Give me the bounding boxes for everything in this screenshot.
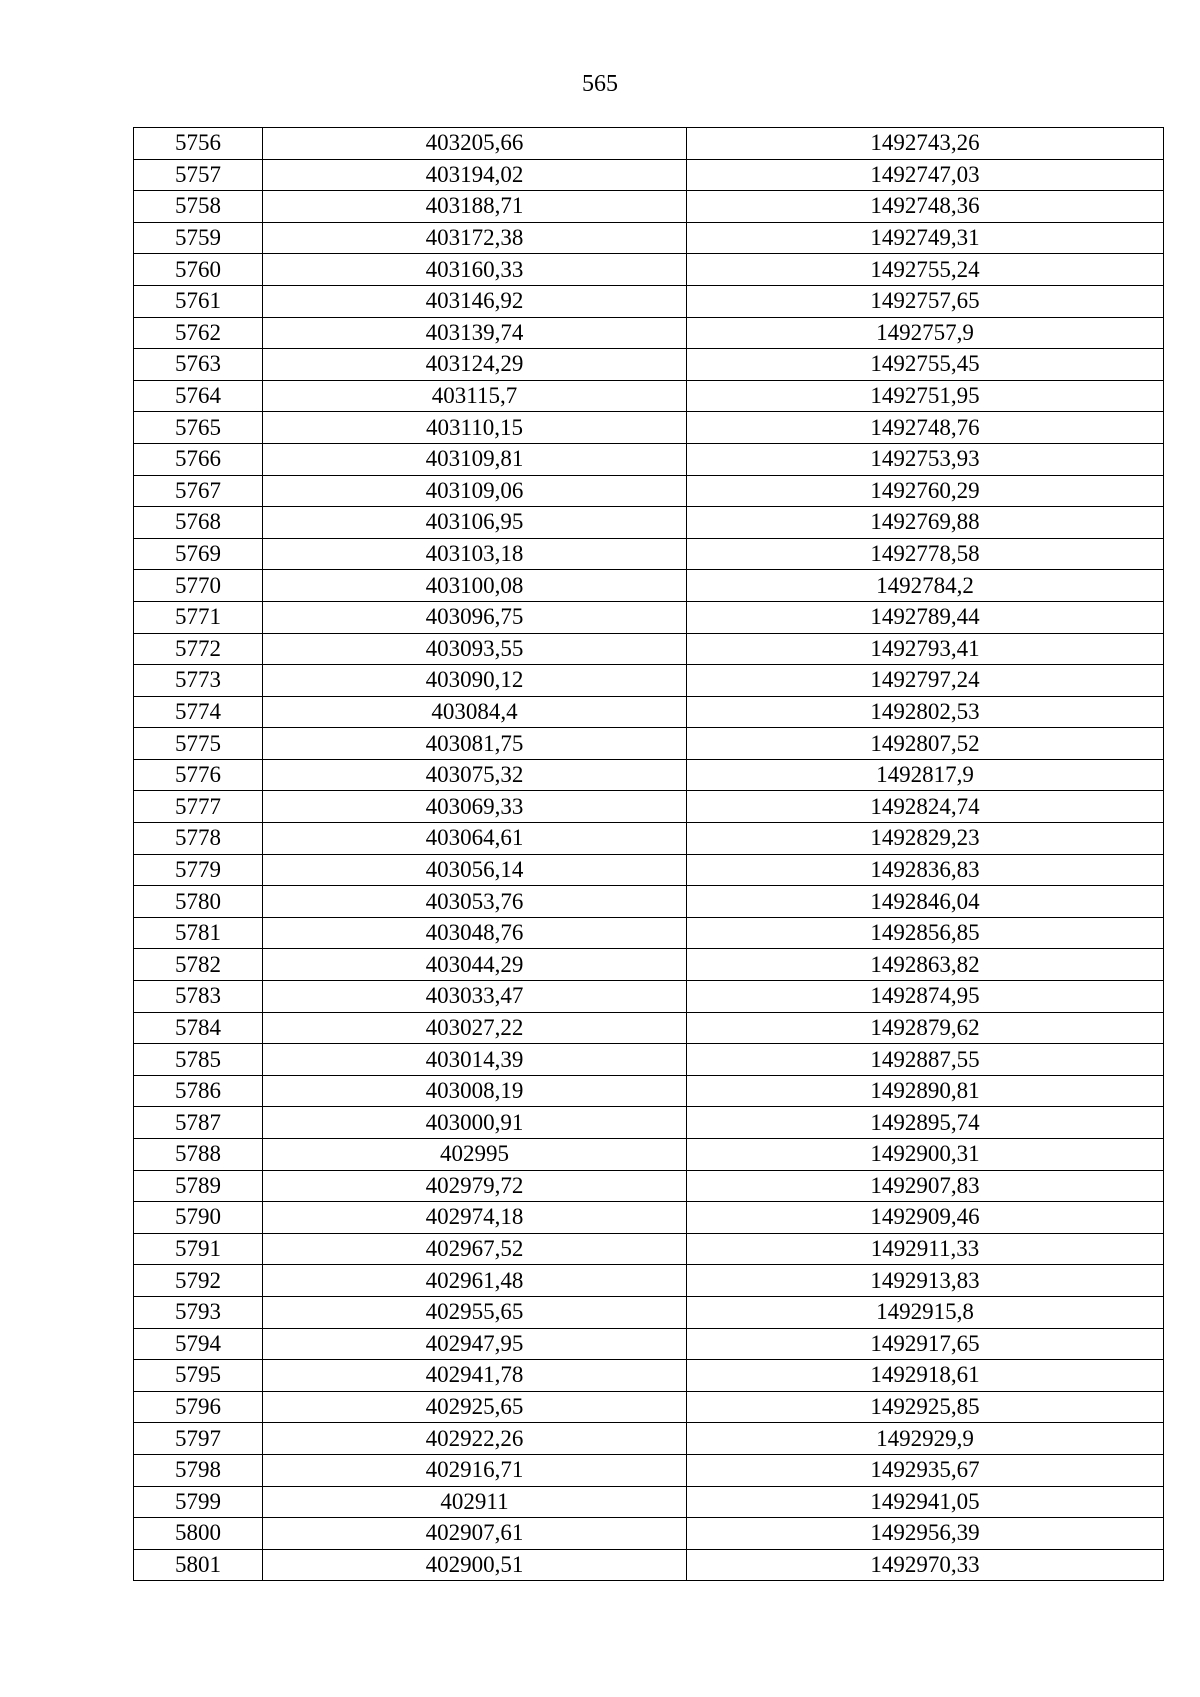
coordinates-table-body xyxy=(134,128,1164,1581)
table-row xyxy=(134,601,1164,633)
point-number-cell: 5766 xyxy=(134,443,263,475)
table-row xyxy=(134,285,1164,317)
table-row xyxy=(134,254,1164,286)
y-coordinate-cell: 1492753,93 xyxy=(687,443,1164,475)
y-coordinate-cell: 1492760,29 xyxy=(687,475,1164,507)
y-coordinate-cell: 1492956,39 xyxy=(687,1518,1164,1550)
point-number-cell: 5779 xyxy=(134,854,263,886)
y-coordinate-cell: 1492895,74 xyxy=(687,1107,1164,1139)
y-coordinate-cell: 1492917,65 xyxy=(687,1328,1164,1360)
x-coordinate-cell: 403160,33 xyxy=(263,254,687,286)
table-row xyxy=(134,443,1164,475)
table-row xyxy=(134,191,1164,223)
table-row xyxy=(134,1139,1164,1171)
point-number-cell: 5790 xyxy=(134,1202,263,1234)
point-number-cell: 5780 xyxy=(134,886,263,918)
table-row xyxy=(134,886,1164,918)
table-row xyxy=(134,222,1164,254)
x-coordinate-cell: 403027,22 xyxy=(263,1012,687,1044)
y-coordinate-cell: 1492846,04 xyxy=(687,886,1164,918)
table-row xyxy=(134,1486,1164,1518)
x-coordinate-cell: 403014,39 xyxy=(263,1044,687,1076)
table-row xyxy=(134,1170,1164,1202)
y-coordinate-cell: 1492913,83 xyxy=(687,1265,1164,1297)
table-row xyxy=(134,854,1164,886)
point-number-cell: 5764 xyxy=(134,380,263,412)
coordinates-table xyxy=(133,127,1164,1581)
y-coordinate-cell: 1492918,61 xyxy=(687,1360,1164,1392)
table-row xyxy=(134,1518,1164,1550)
y-coordinate-cell: 1492911,33 xyxy=(687,1233,1164,1265)
x-coordinate-cell: 403109,06 xyxy=(263,475,687,507)
point-number-cell: 5759 xyxy=(134,222,263,254)
y-coordinate-cell: 1492925,85 xyxy=(687,1391,1164,1423)
point-number-cell: 5770 xyxy=(134,570,263,602)
x-coordinate-cell: 402922,26 xyxy=(263,1423,687,1455)
table-row xyxy=(134,981,1164,1013)
table-row xyxy=(134,1202,1164,1234)
y-coordinate-cell: 1492769,88 xyxy=(687,507,1164,539)
x-coordinate-cell: 403033,47 xyxy=(263,981,687,1013)
y-coordinate-cell: 1492836,83 xyxy=(687,854,1164,886)
page-number: 565 xyxy=(582,71,618,97)
table-row xyxy=(134,475,1164,507)
x-coordinate-cell: 403053,76 xyxy=(263,886,687,918)
table-row xyxy=(134,791,1164,823)
point-number-cell: 5798 xyxy=(134,1454,263,1486)
table-row xyxy=(134,1075,1164,1107)
table-row xyxy=(134,538,1164,570)
table-row xyxy=(134,317,1164,349)
point-number-cell: 5783 xyxy=(134,981,263,1013)
table-row xyxy=(134,917,1164,949)
y-coordinate-cell: 1492757,65 xyxy=(687,285,1164,317)
y-coordinate-cell: 1492748,76 xyxy=(687,412,1164,444)
x-coordinate-cell: 403115,7 xyxy=(263,380,687,412)
x-coordinate-cell: 403044,29 xyxy=(263,949,687,981)
x-coordinate-cell: 402907,61 xyxy=(263,1518,687,1550)
table-row xyxy=(134,1107,1164,1139)
point-number-cell: 5795 xyxy=(134,1360,263,1392)
y-coordinate-cell: 1492856,85 xyxy=(687,917,1164,949)
point-number-cell: 5793 xyxy=(134,1296,263,1328)
point-number-cell: 5774 xyxy=(134,696,263,728)
x-coordinate-cell: 403139,74 xyxy=(263,317,687,349)
y-coordinate-cell: 1492784,2 xyxy=(687,570,1164,602)
y-coordinate-cell: 1492909,46 xyxy=(687,1202,1164,1234)
point-number-cell: 5756 xyxy=(134,128,263,160)
x-coordinate-cell: 403048,76 xyxy=(263,917,687,949)
point-number-cell: 5797 xyxy=(134,1423,263,1455)
y-coordinate-cell: 1492755,45 xyxy=(687,349,1164,381)
x-coordinate-cell: 403172,38 xyxy=(263,222,687,254)
table-row xyxy=(134,1233,1164,1265)
y-coordinate-cell: 1492970,33 xyxy=(687,1549,1164,1581)
x-coordinate-cell: 403188,71 xyxy=(263,191,687,223)
x-coordinate-cell: 402925,65 xyxy=(263,1391,687,1423)
point-number-cell: 5773 xyxy=(134,665,263,697)
table-row xyxy=(134,507,1164,539)
x-coordinate-cell: 402947,95 xyxy=(263,1328,687,1360)
y-coordinate-cell: 1492863,82 xyxy=(687,949,1164,981)
x-coordinate-cell: 402941,78 xyxy=(263,1360,687,1392)
x-coordinate-cell: 402967,52 xyxy=(263,1233,687,1265)
point-number-cell: 5800 xyxy=(134,1518,263,1550)
y-coordinate-cell: 1492907,83 xyxy=(687,1170,1164,1202)
table-row xyxy=(134,1265,1164,1297)
x-coordinate-cell: 402995 xyxy=(263,1139,687,1171)
y-coordinate-cell: 1492797,24 xyxy=(687,665,1164,697)
y-coordinate-cell: 1492749,31 xyxy=(687,222,1164,254)
point-number-cell: 5769 xyxy=(134,538,263,570)
y-coordinate-cell: 1492743,26 xyxy=(687,128,1164,160)
point-number-cell: 5768 xyxy=(134,507,263,539)
table-row xyxy=(134,1454,1164,1486)
point-number-cell: 5784 xyxy=(134,1012,263,1044)
y-coordinate-cell: 1492747,03 xyxy=(687,159,1164,191)
y-coordinate-cell: 1492802,53 xyxy=(687,696,1164,728)
x-coordinate-cell: 402979,72 xyxy=(263,1170,687,1202)
point-number-cell: 5789 xyxy=(134,1170,263,1202)
point-number-cell: 5787 xyxy=(134,1107,263,1139)
point-number-cell: 5794 xyxy=(134,1328,263,1360)
y-coordinate-cell: 1492778,58 xyxy=(687,538,1164,570)
x-coordinate-cell: 403090,12 xyxy=(263,665,687,697)
point-number-cell: 5765 xyxy=(134,412,263,444)
point-number-cell: 5771 xyxy=(134,601,263,633)
x-coordinate-cell: 402955,65 xyxy=(263,1296,687,1328)
table-row xyxy=(134,128,1164,160)
x-coordinate-cell: 403075,32 xyxy=(263,759,687,791)
y-coordinate-cell: 1492915,8 xyxy=(687,1296,1164,1328)
point-number-cell: 5763 xyxy=(134,349,263,381)
table-row xyxy=(134,728,1164,760)
x-coordinate-cell: 403069,33 xyxy=(263,791,687,823)
table-row xyxy=(134,823,1164,855)
table-row xyxy=(134,1360,1164,1392)
point-number-cell: 5801 xyxy=(134,1549,263,1581)
y-coordinate-cell: 1492789,44 xyxy=(687,601,1164,633)
point-number-cell: 5791 xyxy=(134,1233,263,1265)
point-number-cell: 5772 xyxy=(134,633,263,665)
x-coordinate-cell: 403205,66 xyxy=(263,128,687,160)
x-coordinate-cell: 403103,18 xyxy=(263,538,687,570)
x-coordinate-cell: 403096,75 xyxy=(263,601,687,633)
x-coordinate-cell: 403000,91 xyxy=(263,1107,687,1139)
y-coordinate-cell: 1492817,9 xyxy=(687,759,1164,791)
table-row xyxy=(134,1423,1164,1455)
y-coordinate-cell: 1492879,62 xyxy=(687,1012,1164,1044)
y-coordinate-cell: 1492887,55 xyxy=(687,1044,1164,1076)
x-coordinate-cell: 402974,18 xyxy=(263,1202,687,1234)
y-coordinate-cell: 1492941,05 xyxy=(687,1486,1164,1518)
x-coordinate-cell: 403146,92 xyxy=(263,285,687,317)
point-number-cell: 5761 xyxy=(134,285,263,317)
x-coordinate-cell: 402916,71 xyxy=(263,1454,687,1486)
table-row xyxy=(134,1391,1164,1423)
x-coordinate-cell: 403064,61 xyxy=(263,823,687,855)
table-row xyxy=(134,633,1164,665)
point-number-cell: 5799 xyxy=(134,1486,263,1518)
table-row xyxy=(134,1549,1164,1581)
y-coordinate-cell: 1492929,9 xyxy=(687,1423,1164,1455)
point-number-cell: 5760 xyxy=(134,254,263,286)
x-coordinate-cell: 403100,08 xyxy=(263,570,687,602)
x-coordinate-cell: 403106,95 xyxy=(263,507,687,539)
point-number-cell: 5796 xyxy=(134,1391,263,1423)
point-number-cell: 5758 xyxy=(134,191,263,223)
table-row xyxy=(134,570,1164,602)
table-row xyxy=(134,1296,1164,1328)
point-number-cell: 5775 xyxy=(134,728,263,760)
y-coordinate-cell: 1492890,81 xyxy=(687,1075,1164,1107)
y-coordinate-cell: 1492793,41 xyxy=(687,633,1164,665)
point-number-cell: 5762 xyxy=(134,317,263,349)
x-coordinate-cell: 402900,51 xyxy=(263,1549,687,1581)
x-coordinate-cell: 403093,55 xyxy=(263,633,687,665)
x-coordinate-cell: 403084,4 xyxy=(263,696,687,728)
point-number-cell: 5776 xyxy=(134,759,263,791)
point-number-cell: 5757 xyxy=(134,159,263,191)
point-number-cell: 5781 xyxy=(134,917,263,949)
y-coordinate-cell: 1492874,95 xyxy=(687,981,1164,1013)
table-row xyxy=(134,412,1164,444)
y-coordinate-cell: 1492757,9 xyxy=(687,317,1164,349)
y-coordinate-cell: 1492807,52 xyxy=(687,728,1164,760)
table-row xyxy=(134,949,1164,981)
x-coordinate-cell: 403081,75 xyxy=(263,728,687,760)
y-coordinate-cell: 1492824,74 xyxy=(687,791,1164,823)
table-row xyxy=(134,759,1164,791)
table-row xyxy=(134,349,1164,381)
table-row xyxy=(134,696,1164,728)
point-number-cell: 5778 xyxy=(134,823,263,855)
y-coordinate-cell: 1492748,36 xyxy=(687,191,1164,223)
table-row xyxy=(134,665,1164,697)
table-row xyxy=(134,1044,1164,1076)
x-coordinate-cell: 403194,02 xyxy=(263,159,687,191)
x-coordinate-cell: 403008,19 xyxy=(263,1075,687,1107)
table-row xyxy=(134,1012,1164,1044)
table-row xyxy=(134,1328,1164,1360)
y-coordinate-cell: 1492900,31 xyxy=(687,1139,1164,1171)
table-row xyxy=(134,380,1164,412)
x-coordinate-cell: 403109,81 xyxy=(263,443,687,475)
x-coordinate-cell: 402911 xyxy=(263,1486,687,1518)
point-number-cell: 5777 xyxy=(134,791,263,823)
y-coordinate-cell: 1492935,67 xyxy=(687,1454,1164,1486)
point-number-cell: 5792 xyxy=(134,1265,263,1297)
x-coordinate-cell: 403110,15 xyxy=(263,412,687,444)
point-number-cell: 5767 xyxy=(134,475,263,507)
y-coordinate-cell: 1492755,24 xyxy=(687,254,1164,286)
y-coordinate-cell: 1492751,95 xyxy=(687,380,1164,412)
point-number-cell: 5785 xyxy=(134,1044,263,1076)
x-coordinate-cell: 403124,29 xyxy=(263,349,687,381)
table-row xyxy=(134,159,1164,191)
x-coordinate-cell: 403056,14 xyxy=(263,854,687,886)
y-coordinate-cell: 1492829,23 xyxy=(687,823,1164,855)
x-coordinate-cell: 402961,48 xyxy=(263,1265,687,1297)
point-number-cell: 5782 xyxy=(134,949,263,981)
point-number-cell: 5788 xyxy=(134,1139,263,1171)
point-number-cell: 5786 xyxy=(134,1075,263,1107)
